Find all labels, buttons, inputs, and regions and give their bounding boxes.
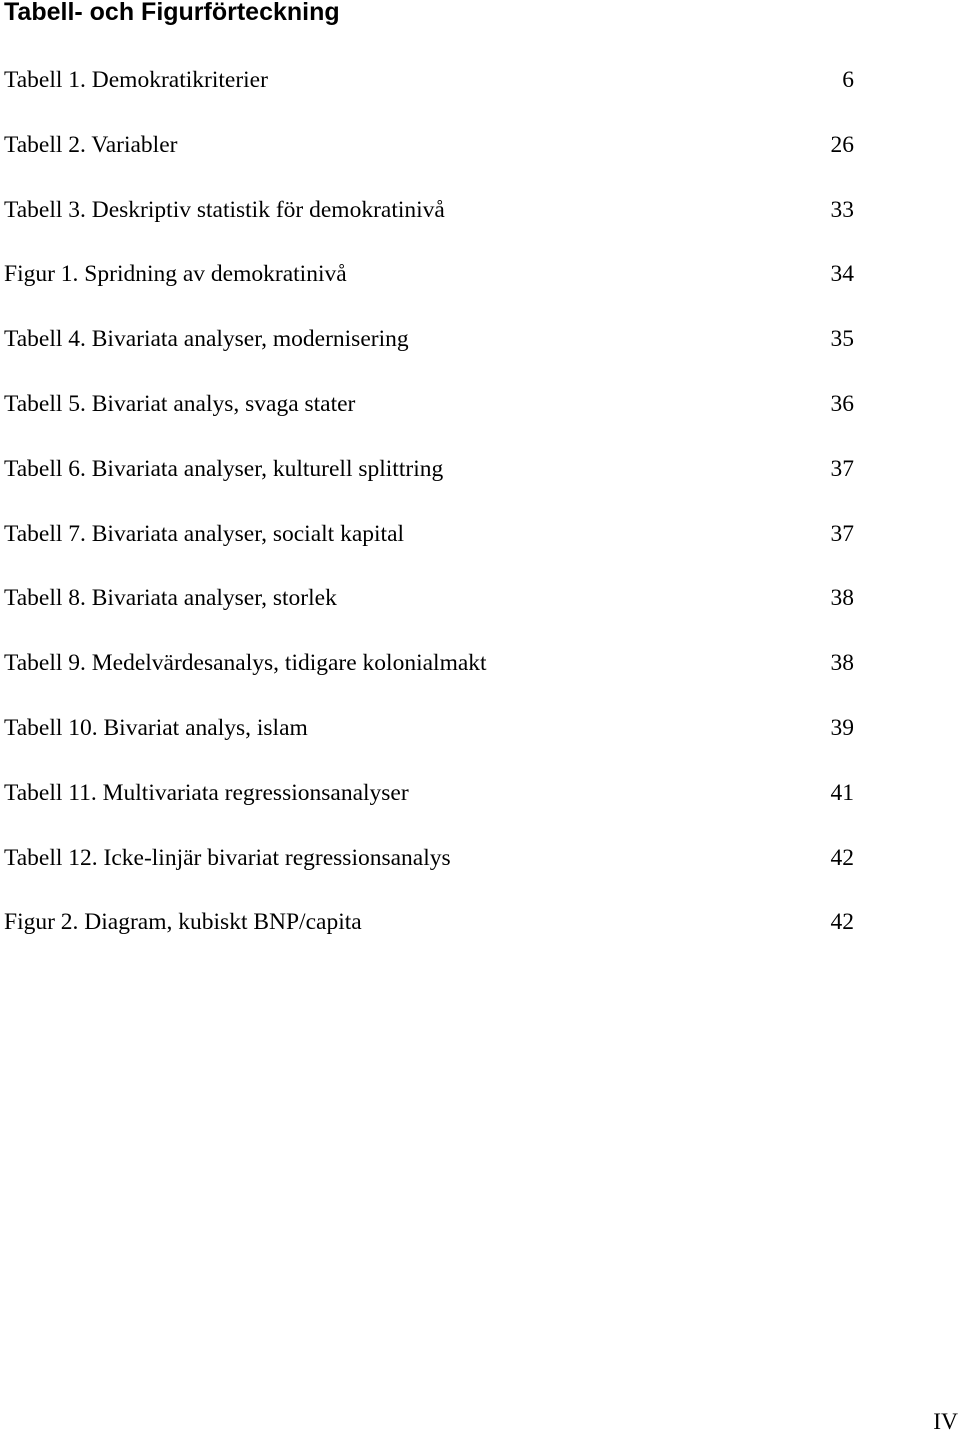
toc-entry[interactable]: [4, 388, 854, 420]
toc-entry[interactable]: [4, 777, 854, 809]
toc-entry[interactable]: [4, 194, 854, 226]
toc-entry-title: Tabell 12. Icke-linjär bivariat regressionsanalys: [4, 844, 451, 871]
toc-entry-title: Tabell 1. Demokratikriterier: [4, 67, 268, 93]
toc-entry-title: Tabell 7. Bivariata analyser, socialt kapital: [4, 520, 405, 547]
toc-entry[interactable]: [4, 518, 854, 550]
toc-entry[interactable]: [4, 582, 854, 614]
toc-entry-page: 42: [830, 844, 854, 871]
toc-entry-title: Tabell 3. Deskriptiv statistik för demokratinivå: [4, 196, 445, 223]
toc-entry-page: 41: [830, 779, 854, 806]
toc-entry-page: 33: [830, 196, 854, 223]
page-number: IV: [933, 1409, 958, 1435]
toc-entry-page: 26: [830, 131, 854, 158]
page-title: Tabell- och Figurförteckning: [4, 0, 340, 26]
toc-entry-page: 6: [842, 67, 854, 93]
toc-entry[interactable]: [4, 258, 854, 290]
toc-entry-title: Figur 1. Spridning av demokratinivå: [4, 261, 347, 288]
toc-entry-title: Tabell 6. Bivariata analyser, kulturell splittring: [4, 455, 444, 482]
toc-entry[interactable]: [4, 647, 854, 679]
toc-entry-title: Tabell 11. Multivariata regressionsanalyser: [4, 779, 409, 806]
toc-entry-page: 39: [830, 715, 854, 741]
toc-entry-title: Tabell 9. Medelvärdesanalys, tidigare kolonialmakt: [4, 650, 487, 677]
toc-entry[interactable]: [4, 906, 854, 938]
toc-entry[interactable]: [4, 453, 854, 485]
toc-entry-title: Tabell 5. Bivariat analys, svaga stater: [4, 391, 356, 417]
toc-entry[interactable]: [4, 712, 854, 744]
toc-entry-title: Figur 2. Diagram, kubiskt BNP/capita: [4, 909, 362, 936]
toc-entry-page: 37: [830, 520, 854, 547]
toc-entry-page: 36: [830, 391, 854, 417]
toc-entry-page: 34: [830, 261, 854, 288]
toc-entry-page: 37: [830, 455, 854, 482]
toc-entry[interactable]: [4, 842, 854, 874]
toc-entry-title: Tabell 2. Variabler: [4, 131, 178, 158]
toc-entry-title: Tabell 8. Bivariata analyser, storlek: [4, 585, 337, 612]
toc-entry-page: 38: [830, 650, 854, 677]
toc-entry[interactable]: [4, 323, 854, 355]
toc-entry-title: Tabell 10. Bivariat analys, islam: [4, 715, 308, 741]
toc-entry-title: Tabell 4. Bivariata analyser, modernisering: [4, 326, 409, 353]
toc-entry[interactable]: [4, 64, 854, 96]
toc-entry[interactable]: [4, 129, 854, 161]
toc-entry-page: 35: [830, 326, 854, 353]
toc-entry-page: 42: [830, 909, 854, 936]
toc-entry-page: 38: [830, 585, 854, 612]
